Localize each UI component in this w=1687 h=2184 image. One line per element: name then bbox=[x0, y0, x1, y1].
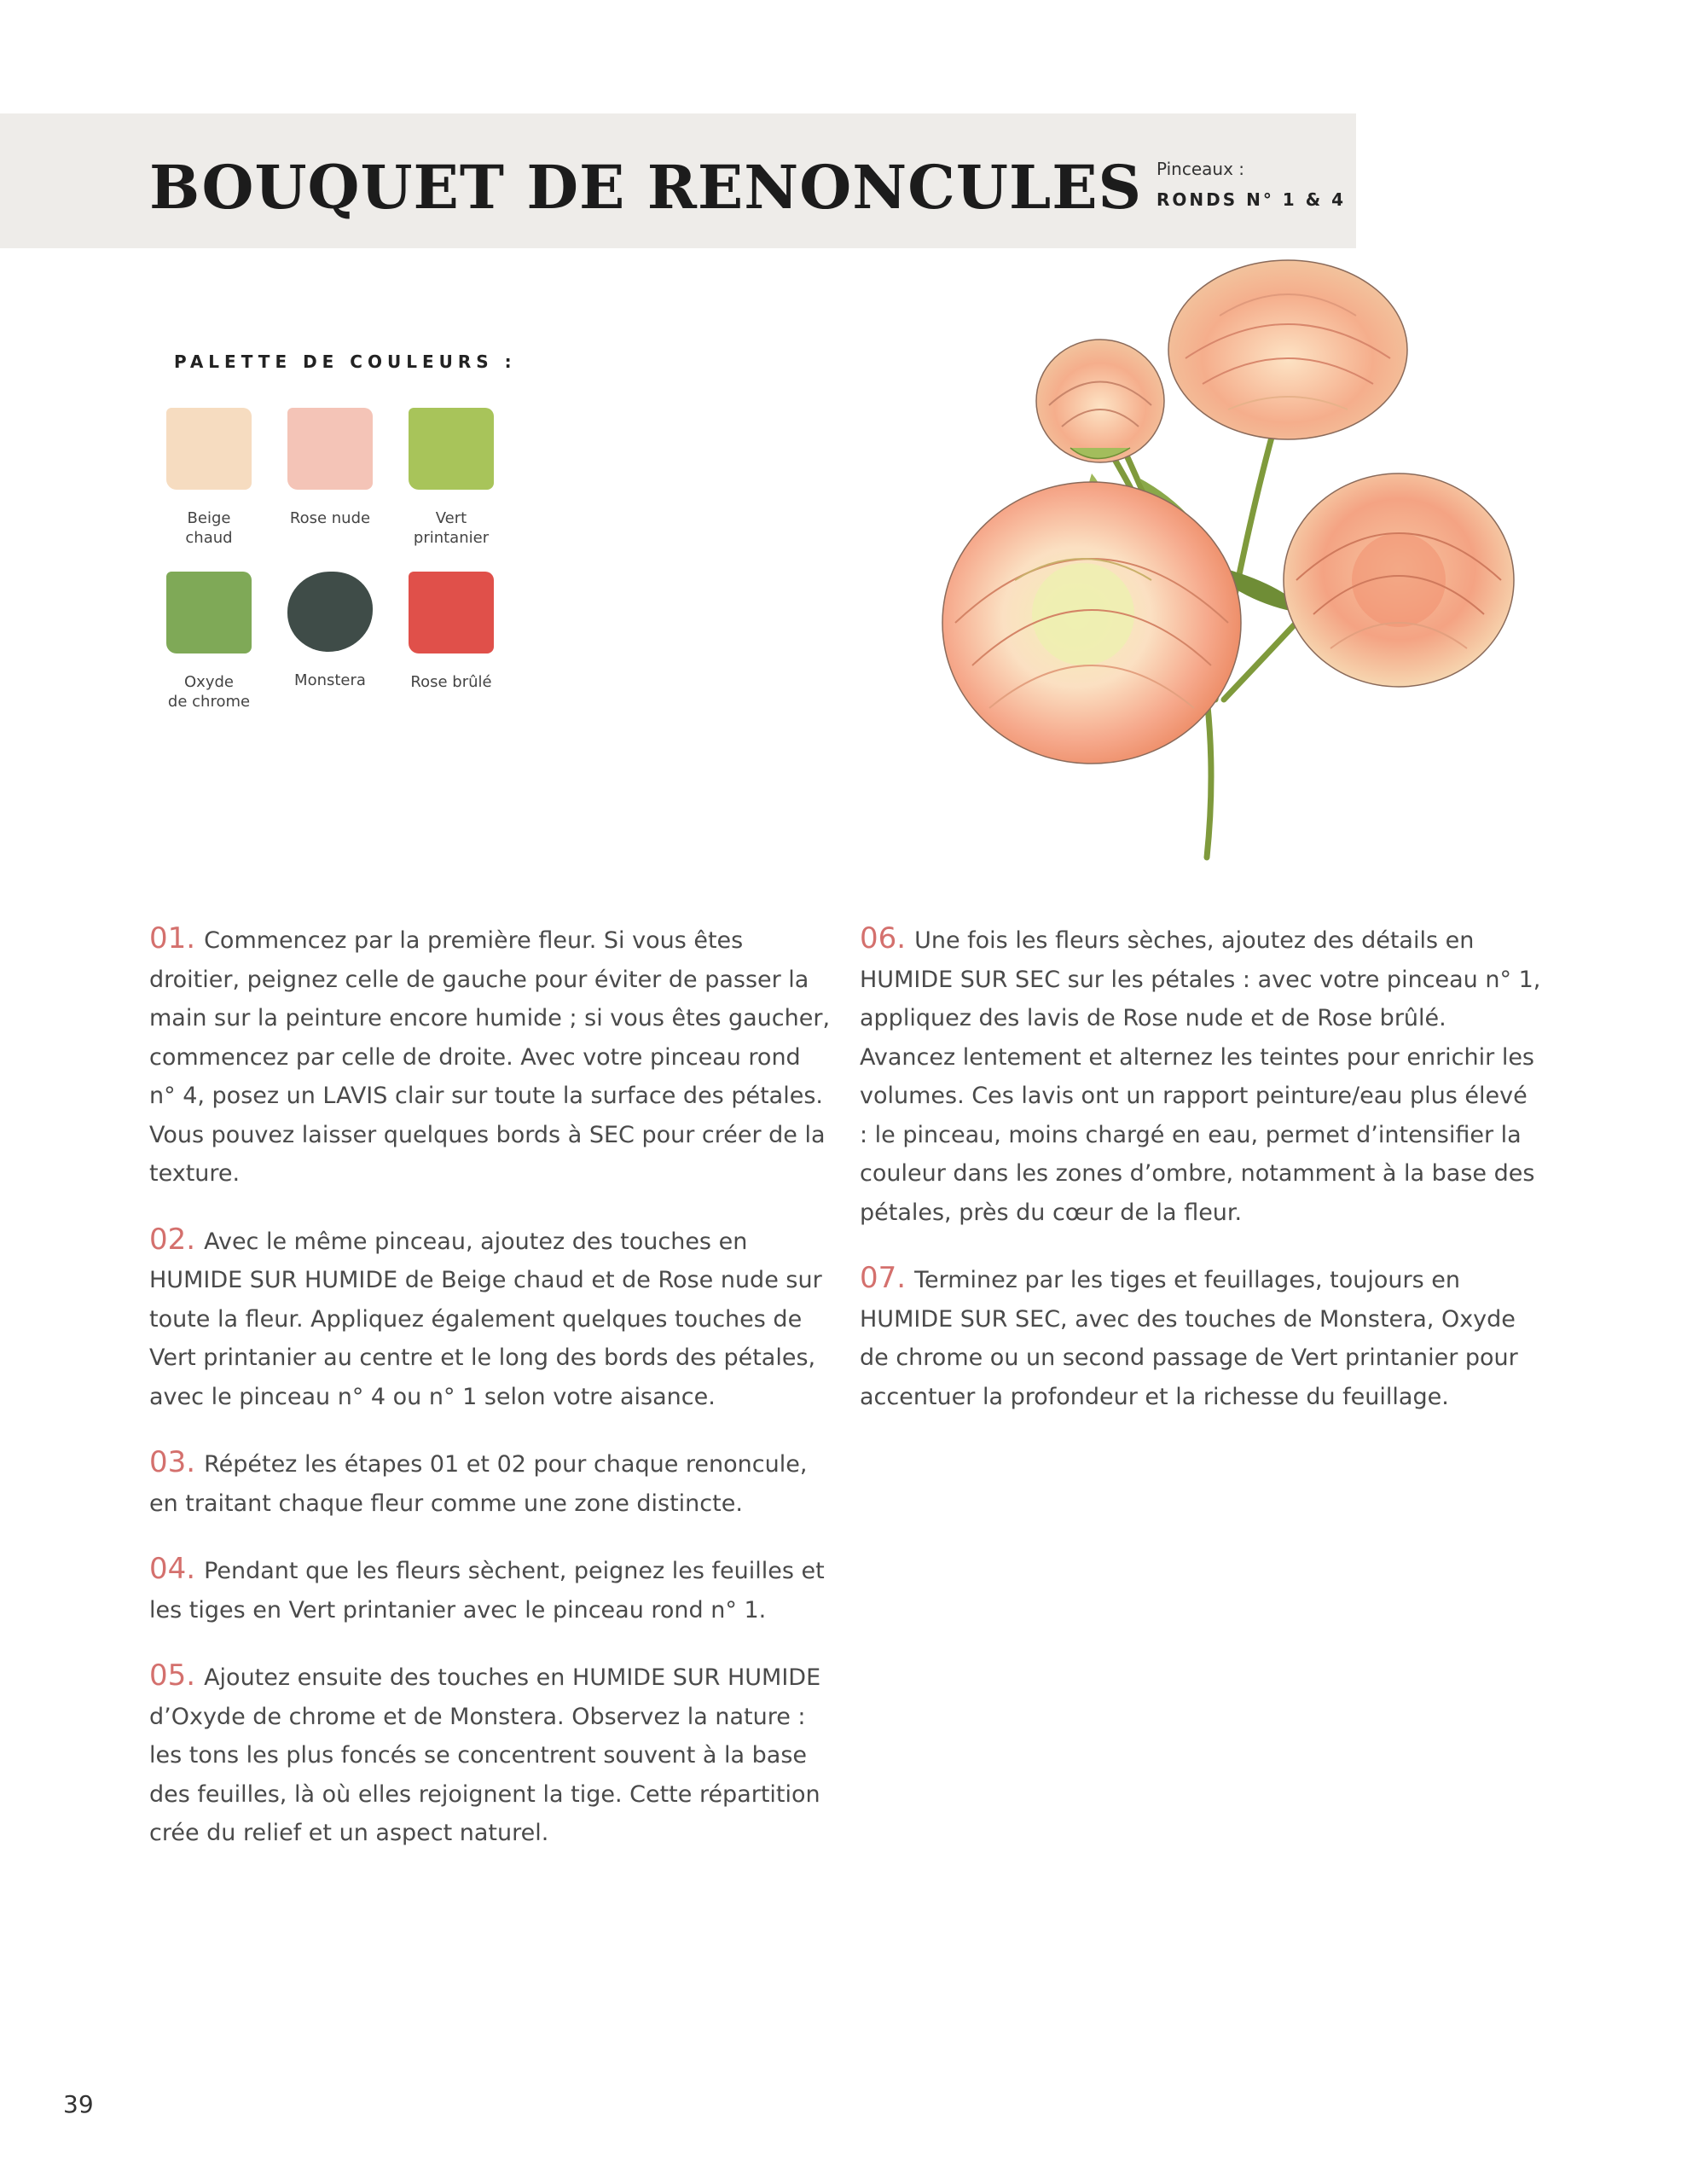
step-number: 06. bbox=[860, 921, 907, 956]
step bbox=[149, 920, 832, 1194]
swatch-oxyde-de-chrome bbox=[145, 572, 273, 712]
step-text: Commencez par la première fleur. Si vous êtes droitier, peignez celle de gauche pour éviter de passer la main sur la peinture encore humide ; si vous êtes gaucher, commencez par celle de droite. Avec votre pinceau rond n° 4, posez un LAVIS clair sur toute la surface des pétales. Vous pouvez laisser quelques bords à SEC pour créer de la texture. bbox=[149, 927, 831, 1187]
swatch-rose-brule bbox=[387, 572, 515, 692]
brushes-label: Pinceaux : bbox=[1157, 159, 1245, 179]
swatch-label: Oxyde de chrome bbox=[167, 673, 251, 711]
page-title: BOUQUET DE RENONCULES bbox=[149, 152, 1143, 223]
step-text: Répétez les étapes 01 et 02 pour chaque renoncule, en traitant chaque fleur comme une zone distincte. bbox=[149, 1451, 808, 1517]
ranunculus-left bbox=[942, 482, 1241, 764]
swatch-label: Beige chaud bbox=[185, 509, 233, 547]
ranunculus-bouquet-illustration bbox=[921, 256, 1535, 870]
swatch-label: Rose nude bbox=[289, 509, 371, 527]
steps-left-column bbox=[149, 920, 832, 1880]
swatch-rose-nude bbox=[266, 408, 394, 528]
color-swatch bbox=[287, 572, 373, 652]
step bbox=[860, 920, 1542, 1232]
step-number: 07. bbox=[860, 1261, 907, 1295]
step-number: 03. bbox=[149, 1445, 196, 1479]
step-number: 05. bbox=[149, 1658, 196, 1693]
page-number: 39 bbox=[63, 2090, 94, 2118]
step-number: 04. bbox=[149, 1552, 196, 1586]
steps-right-column bbox=[860, 920, 1542, 1443]
step bbox=[149, 1443, 832, 1523]
swatch-label: Vert printanier bbox=[413, 509, 490, 547]
ranunculus-bud bbox=[1036, 340, 1164, 462]
step-text: Pendant que les fleurs sèchent, peignez les feuilles et les tiges en Vert printanier avec le pinceau rond n° 1. bbox=[149, 1558, 825, 1623]
swatch-vert-printanier bbox=[387, 408, 515, 548]
swatch-label: Monstera bbox=[294, 671, 366, 689]
palette-heading: PALETTE DE COULEURS : bbox=[174, 351, 517, 372]
color-swatch bbox=[166, 408, 252, 490]
step-number: 01. bbox=[149, 921, 196, 956]
ranunculus-right bbox=[1284, 473, 1514, 687]
color-swatch bbox=[166, 572, 252, 653]
swatch-monstera bbox=[266, 572, 394, 690]
step-text: Ajoutez ensuite des touches en HUMIDE SUR HUMIDE d’Oxyde de chrome et de Monstera. Observez la nature : les tons les plus foncés se concentrent souvent à la base des feuilles, là où elles rejoignent la tige. Cette répartition crée du relief et un aspect naturel. bbox=[149, 1664, 821, 1846]
color-swatch bbox=[409, 572, 494, 653]
step bbox=[860, 1259, 1542, 1416]
swatch-label: Rose brûlé bbox=[410, 673, 492, 691]
step bbox=[149, 1221, 832, 1417]
step bbox=[149, 1550, 832, 1629]
ranunculus-top bbox=[1168, 260, 1407, 439]
color-swatch bbox=[409, 408, 494, 490]
step-text: Une fois les fleurs sèches, ajoutez des détails en HUMIDE SUR SEC sur les pétales : avec votre pinceau n° 1, appliquez des lavis de Rose nude et de Rose brûlé. Avancez lentement et alternez les teintes pour enrichir les volumes. Ces lavis ont un rapport peinture/eau plus élevé : le pinceau, moins chargé en eau, permet d’intensifier la couleur dans les zones d’ombre, notamment à la base des pétales, près du cœur de la fleur. bbox=[860, 927, 1541, 1226]
step-text: Avec le même pinceau, ajoutez des touches en HUMIDE SUR HUMIDE de Beige chaud et de Rose nude sur toute la fleur. Appliquez également quelques touches de Vert printanier au centre et le long des bords des pétales, avec le pinceau n° 4 ou n° 1 selon votre aisance. bbox=[149, 1228, 822, 1410]
swatch-beige-chaud bbox=[145, 408, 273, 548]
step-text: Terminez par les tiges et feuillages, toujours en HUMIDE SUR SEC, avec des touches de Monstera, Oxyde de chrome ou un second passage de Vert printanier pour accentuer la profondeur et la richesse du feuillage. bbox=[860, 1267, 1518, 1410]
step bbox=[149, 1657, 832, 1853]
color-swatch bbox=[287, 408, 373, 490]
step-number: 02. bbox=[149, 1222, 196, 1257]
brushes-value: RONDS N° 1 & 4 bbox=[1157, 189, 1347, 210]
